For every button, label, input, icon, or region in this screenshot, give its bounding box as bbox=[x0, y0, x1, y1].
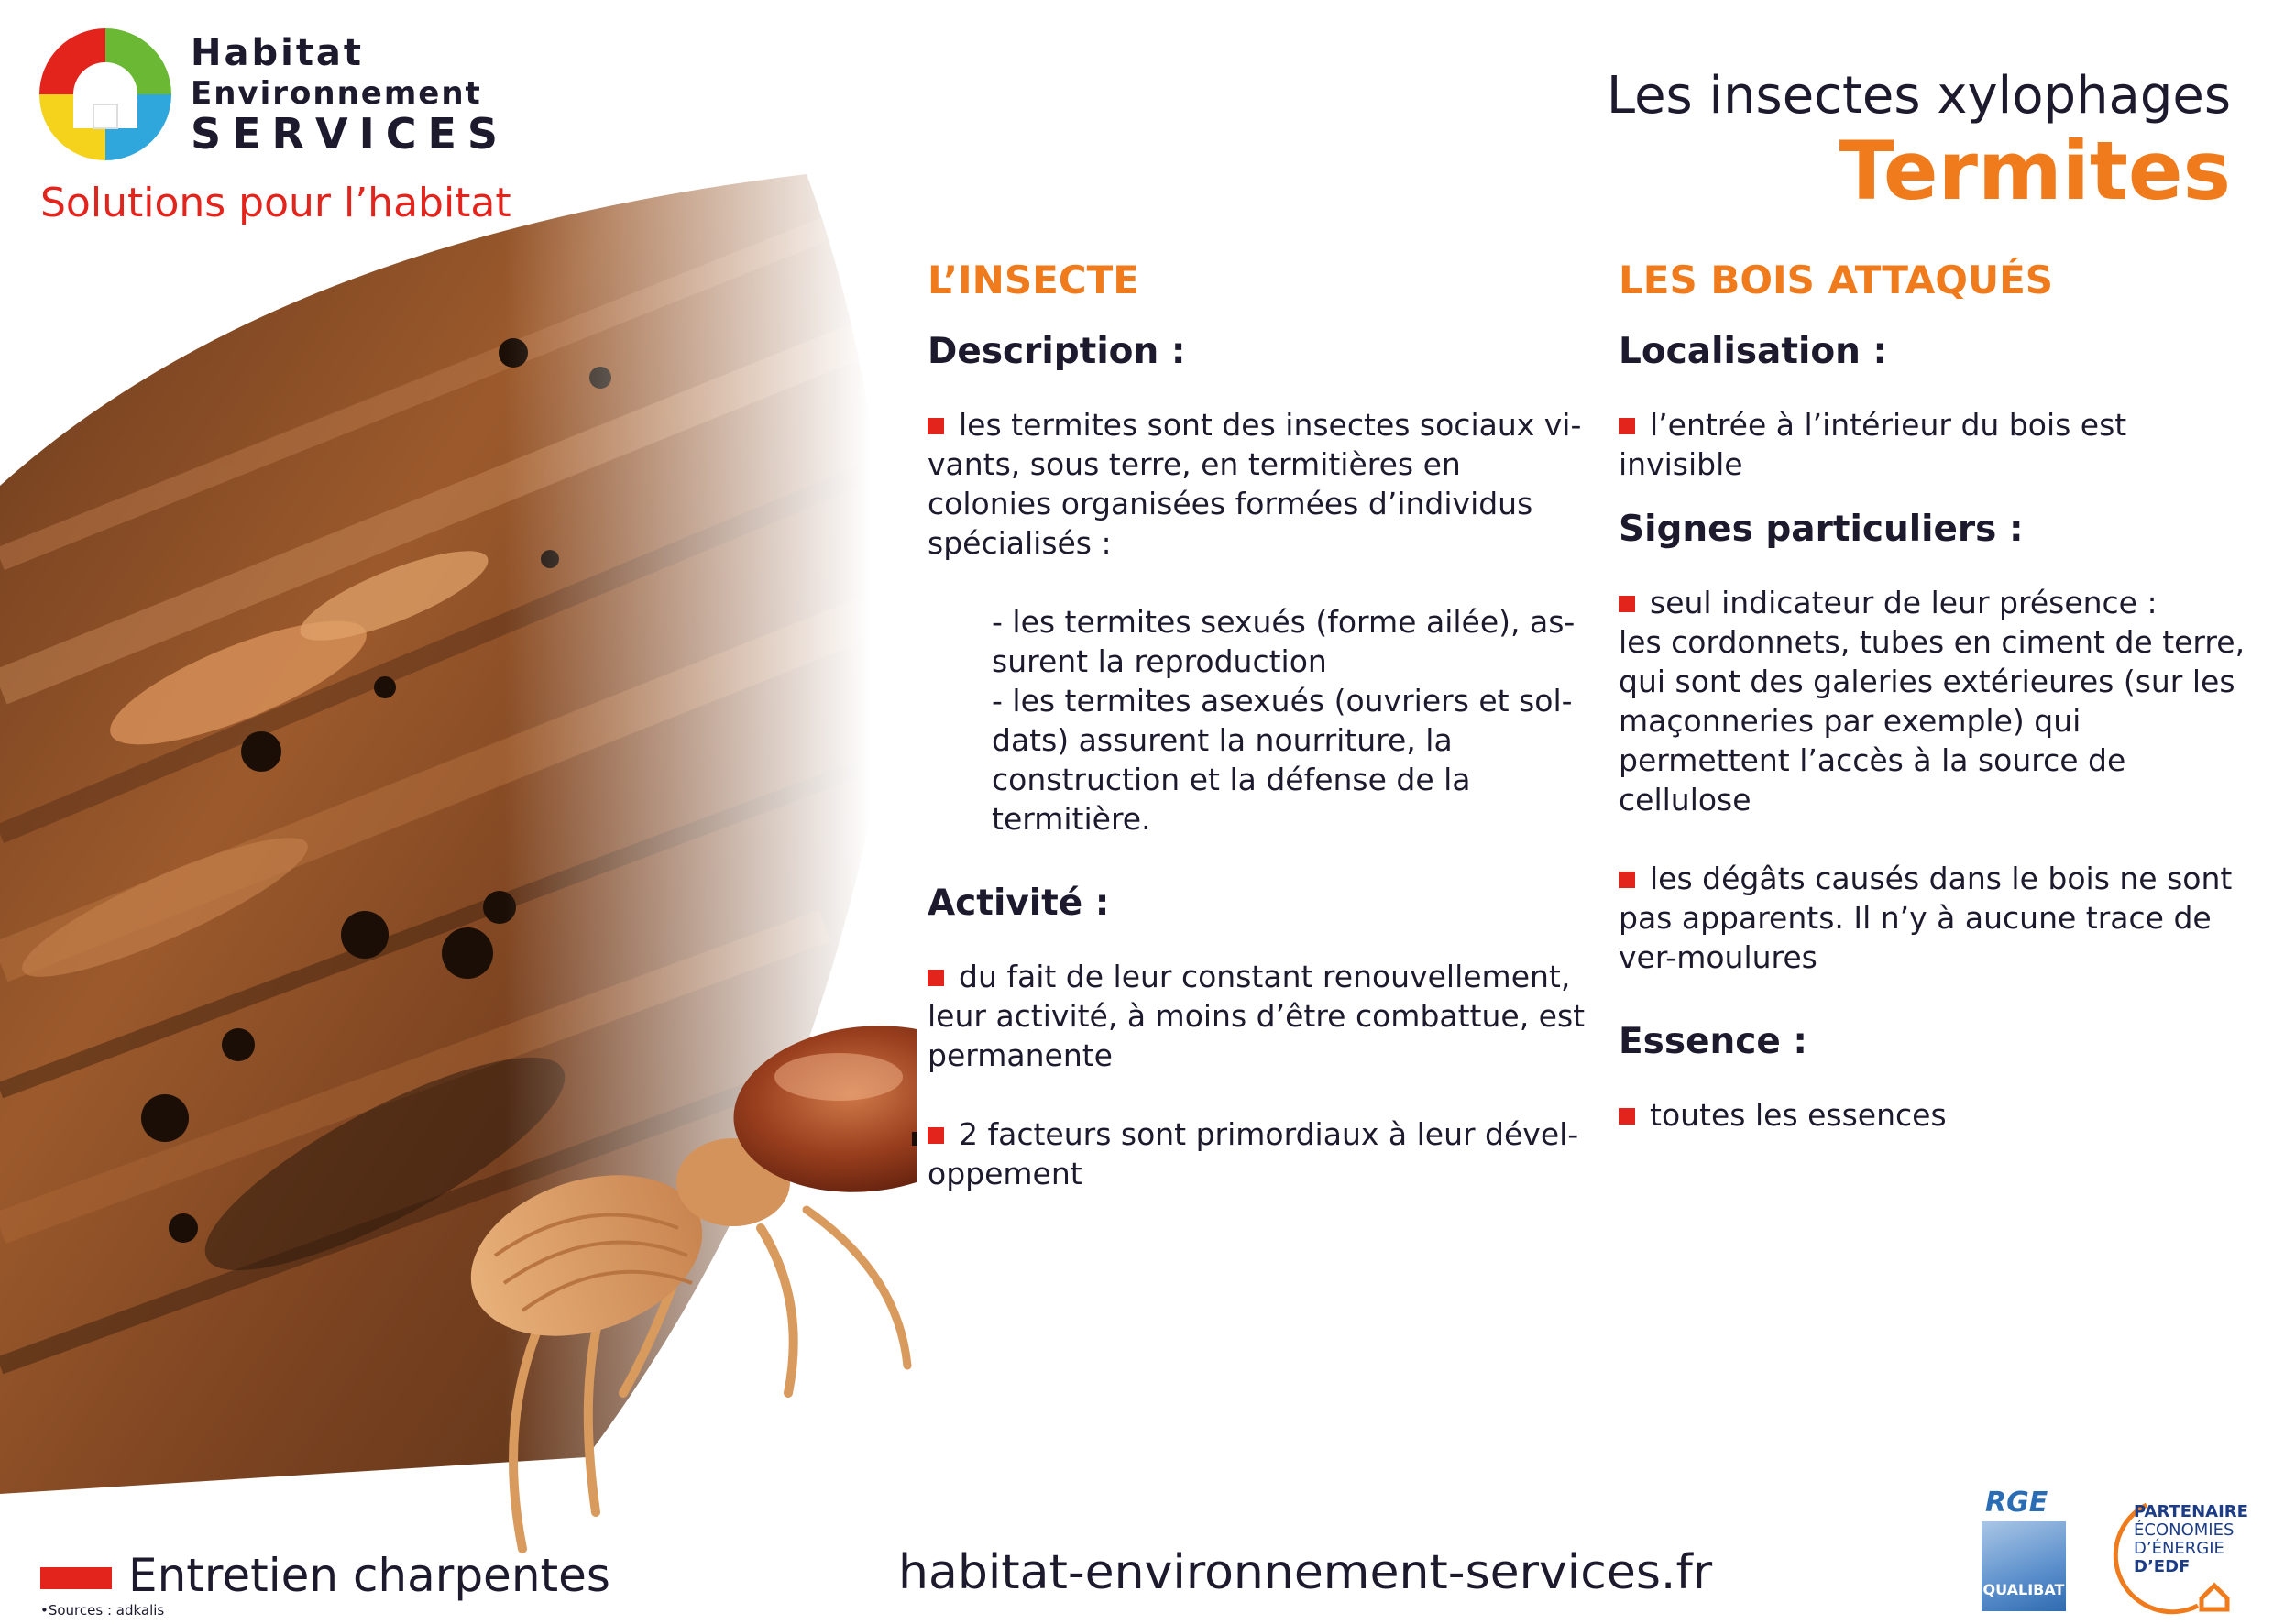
description-bullet-text: les termites sont des insectes sociaux vi-vants, sous terre, en termitières en colonies organisées formées d’individus spécialisés : bbox=[928, 407, 1582, 561]
description-heading: Description : bbox=[928, 331, 1186, 372]
page-subtitle: Termites bbox=[1839, 124, 2231, 218]
rge-qualibat-badge bbox=[1978, 1487, 2070, 1617]
bullet-square-icon bbox=[928, 418, 944, 434]
edf-line-4: D’EDF bbox=[2134, 1557, 2191, 1576]
page-title: Les insectes xylophages bbox=[1606, 66, 2231, 126]
qualibat-building-icon bbox=[1982, 1521, 2066, 1611]
house-logo-icon bbox=[37, 26, 174, 163]
category-label: Entretien charpentes bbox=[128, 1549, 610, 1602]
brand-name bbox=[191, 32, 510, 159]
essence-paragraph bbox=[1619, 1095, 2260, 1135]
essence-bullet-text: toutes les essences bbox=[1650, 1097, 1947, 1133]
category-marker bbox=[40, 1567, 112, 1589]
signs-paragraph-2 bbox=[1619, 859, 2260, 977]
description-paragraph bbox=[928, 405, 1587, 563]
edf-line-3: D’ÉNERGIE bbox=[2134, 1539, 2224, 1558]
bullet-square-icon bbox=[928, 970, 944, 986]
bullet-square-icon bbox=[1619, 1108, 1635, 1125]
description-item-asexues: - les termites asexués (ouvriers et sol-dats) assurent la nourriture, la construction et la défense de la termitière. bbox=[992, 683, 1573, 837]
edf-partner-badge bbox=[2110, 1496, 2266, 1615]
signs-paragraph-1-cont: les cordonnets, tubes en ciment de terre, qui sont des galeries extérieures (sur les maçonneries par exemple) qui permettent l’accès à la source de cellulose bbox=[1619, 624, 2246, 817]
signs-bullet-2-text: les dégâts causés dans le bois ne sont pas apparents. Il n’y à aucune trace de ver-moulures bbox=[1619, 861, 2233, 975]
description-item-sexues: - les termites sexués (forme ailée), as-surent la reproduction bbox=[992, 604, 1576, 679]
bullet-square-icon bbox=[1619, 872, 1635, 888]
activity-heading: Activité : bbox=[928, 883, 1110, 924]
brand-logo bbox=[37, 26, 532, 163]
brand-name-line2: Environnement bbox=[191, 75, 482, 112]
activity-paragraph-2 bbox=[928, 1114, 1587, 1193]
insect-section-title: L’INSECTE bbox=[928, 258, 1139, 302]
localisation-paragraph bbox=[1619, 405, 2260, 484]
qualibat-label: QUALIBAT bbox=[1982, 1581, 2065, 1598]
brand-name-line1: Habitat bbox=[191, 32, 365, 74]
page-title-block bbox=[1606, 66, 2231, 218]
bullet-square-icon bbox=[928, 1127, 944, 1144]
termite-wood-photo bbox=[0, 174, 917, 1567]
essence-heading: Essence : bbox=[1619, 1021, 1808, 1062]
website-url[interactable]: habitat-environnement-services.fr bbox=[898, 1545, 1713, 1600]
insect-column bbox=[928, 255, 1587, 1233]
wood-column bbox=[1619, 255, 2260, 1174]
wood-section-title: LES BOIS ATTAQUÉS bbox=[1619, 258, 2054, 302]
localisation-bullet-text: l’entrée à l’intérieur du bois est invisible bbox=[1619, 407, 2127, 482]
edf-line-1: PARTENAIRE bbox=[2134, 1502, 2248, 1521]
bullet-square-icon bbox=[1619, 596, 1635, 612]
activity-paragraph-1 bbox=[928, 957, 1587, 1075]
signs-paragraph-1 bbox=[1619, 583, 2260, 622]
signs-heading: Signes particuliers : bbox=[1619, 509, 2024, 550]
edf-partner-text bbox=[2134, 1503, 2248, 1576]
edf-line-2: ÉCONOMIES bbox=[2134, 1520, 2235, 1540]
brand-name-line3: SERVICES bbox=[191, 109, 510, 159]
localisation-heading: Localisation : bbox=[1619, 331, 1888, 372]
activity-bullet-1-text: du fait de leur constant renouvellement, leur activité, à moins d’être combattue, est permanente bbox=[928, 959, 1586, 1073]
sources-note: •Sources : adkalis bbox=[40, 1602, 165, 1619]
activity-bullet-2-text: 2 facteurs sont primordiaux à leur dével-oppement bbox=[928, 1116, 1579, 1191]
rge-tag: RGE bbox=[1985, 1487, 2048, 1519]
bullet-square-icon bbox=[1619, 418, 1635, 434]
signs-bullet-1-text: seul indicateur de leur présence : bbox=[1650, 585, 2158, 620]
